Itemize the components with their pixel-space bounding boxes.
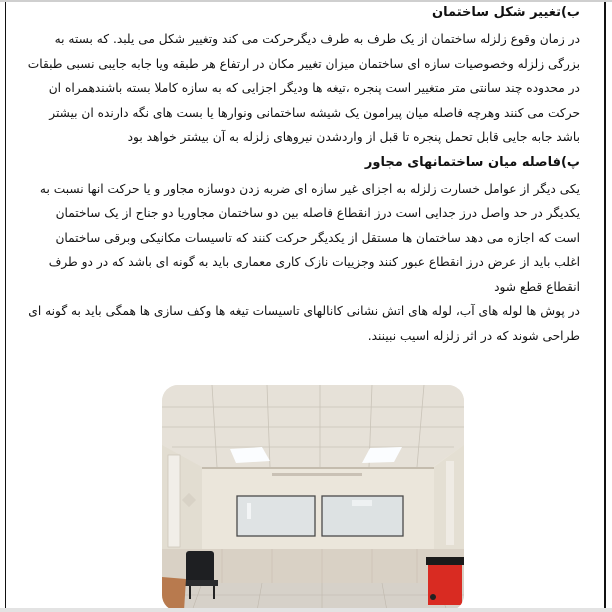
paragraph-deformation — [27, 27, 580, 150]
text-line: طراحی شوند که در اثر زلزله اسیب نبینند. — [367, 328, 580, 343]
text-line: در پوش ها لوله های آب، لوله های اتش نشانی کانالهای تاسیسات تیغه ها وکف سازی ها همگی باید به گونه ای — [28, 304, 580, 318]
page-content — [27, 2, 580, 348]
text-line: باشد جابه جایی قابل تحمل پنجره تا قبل از واردشدن نیروهای زلزله به آن بیشتر خواهد بود — [127, 130, 580, 144]
text-line: حرکت می کنند وهرچه فاصله میان پیرامون یک شیشه ساختمانی ونوارها یا بست های نگه دارنده ان بیشتر — [49, 105, 580, 120]
text-line: بزرگی زلزله وخصوصیات سازه ای ساختمان میزان تغییر مکان در ارتفاع هر طبقه ویا جابه جایبی نسبی طبقات — [27, 56, 580, 71]
text-line: یکی دیگر از عوامل خسارت زلزله به اجزای غیر سازه ای ضربه زدن دوسازه مجاور و یا حرکت انها نسبت به — [39, 181, 580, 196]
document-page — [5, 2, 606, 610]
text-line: انقطاع قطع شود — [494, 279, 580, 294]
paragraph-closing — [28, 299, 580, 348]
text-line: در زمان وقوع زلزله ساختمان از یک طرف به طرف دیگرحرکت می کند وتغییر شکل می یلبد. که بسته به — [54, 32, 580, 46]
page-bottom-edge — [0, 608, 612, 612]
text-line: یکدیگر در حد واصل درز جدایی است درز انقطاع فاصله بین دو ساختمان مجاوریا دو جناح از یک ساختمان — [55, 206, 580, 220]
text-line: در محدوده چند سانتی متر متغییر است پنجره ،تیغه ها ودیگر اجزایی که به سازه کاملا بسته باشندهمراه ان — [48, 81, 580, 95]
section-heading-deformation: ب)تغییر شکل ساختمان — [432, 5, 580, 20]
classroom-photo-illustration — [162, 385, 464, 611]
text-line: اغلب باید از عرض درز انقطاع عبور کنند وجزییات نازک کاری معماری باید به گونه ای باشد که در دو طرف — [48, 255, 580, 269]
section-heading-adjacent-buildings: پ)فاصله میان ساختمانهای مجاور — [364, 154, 580, 170]
classroom-photo — [162, 385, 464, 611]
paragraph-adjacent-buildings — [39, 177, 580, 300]
text-line: است که اجازه می دهد ساختمان ها مستقل از یکدیگر حرکت کنند که تاسیسات مکانیکی وبرقی ساختمان — [55, 230, 580, 245]
